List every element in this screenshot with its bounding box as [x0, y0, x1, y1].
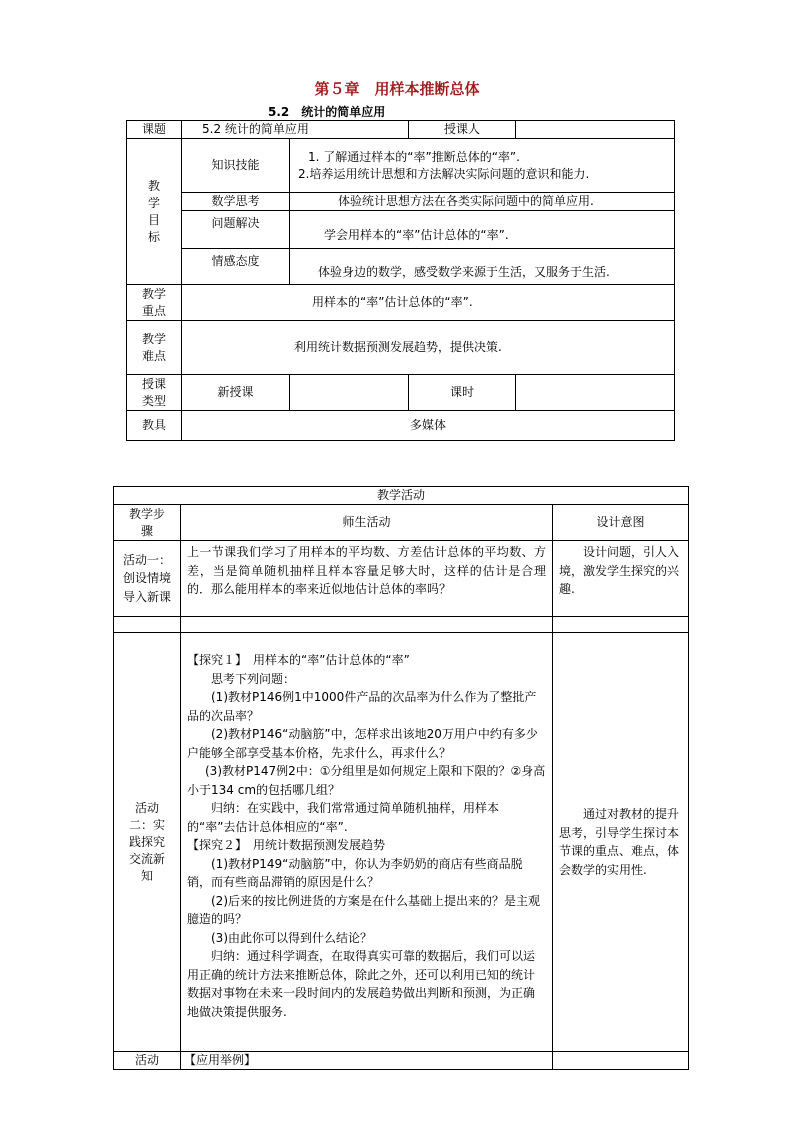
col-header-activity: 师生活动	[181, 505, 553, 541]
explore2-heading: 【探究２】 用统计数据预测发展趋势	[187, 838, 386, 852]
goals-label: 教学目标	[127, 139, 182, 285]
goal-value-attitude: 体验身边的数学，感受数学来源于生活，又服务于生活.	[290, 249, 675, 285]
tools-value: 多媒体	[182, 411, 675, 441]
goal-label-knowledge: 知识技能	[182, 139, 290, 193]
activity-line: (3)由此你可以得到什么结论？	[211, 930, 372, 945]
row2-intent: 通过对教材的提升思考，引导学生探讨本节课的重点、难点，体会数学的实用性.	[553, 633, 689, 1052]
teacher-label: 授课人	[409, 121, 516, 139]
activity-table	[113, 486, 689, 1070]
activity-line: (2)教材P146“动脑筋”中，怎样求出该地20万用户中约有多少户能够全部享受基本价格，先求什么，再求什么？	[187, 727, 538, 760]
type-label: 授课类型	[127, 375, 182, 411]
difficulty-value: 利用统计数据预测发展趋势，提供决策.	[182, 321, 675, 375]
row3-step: 活动	[114, 1052, 181, 1070]
type-value: 新授课	[182, 375, 290, 411]
goal-line: 2.培养运用统计思想和方法解决实际问题的意识和能力.	[298, 166, 590, 181]
goal-label-thinking: 数学思考	[182, 193, 290, 211]
row1-activity: 上一节课我们学习了用样本的平均数、方差估计总体的平均数、方差，当是简单随机抽样且样本容量足够大时，这样的估计是合理的．那么能用样本的率来近似地估计总体的率吗？	[181, 541, 553, 617]
activity-line: (1)教材P149“动脑筋”中，你认为李奶奶的商店有些商品脱销，而有些商品滞销的原因是什么？	[187, 856, 523, 889]
lesson-info-table	[126, 120, 675, 441]
key-value: 用样本的“率”估计总体的“率”.	[182, 285, 675, 321]
row1-intent: 设计问题，引人入境，激发学生探究的兴趣.	[553, 541, 689, 617]
activity-line: 归纳：在实践中，我们常常通过简单随机抽样，用样本的“率”去估计总体相应的“率”.	[187, 801, 500, 834]
activity-line: (1)教材P146例1中1000件产品的次品率为什么作为了整批产品的次品率？	[187, 690, 537, 723]
goal-line: 1. 了解通过样本的“率”推断总体的“率”.	[308, 149, 520, 164]
topic-value: 5.2 统计的简单应用	[182, 121, 409, 139]
hours-label: 课时	[409, 375, 516, 411]
activity-table-title: 教学活动	[114, 487, 689, 505]
col-header-intent: 设计意图	[553, 505, 689, 541]
row3-activity: 【应用举例】	[181, 1052, 553, 1070]
difficulty-label: 教学难点	[127, 321, 182, 375]
goal-label-problem: 问题解决	[182, 211, 290, 249]
activity-line: 思考下列问题：	[211, 671, 296, 686]
topic-label: 课题	[127, 121, 182, 139]
key-label: 教学重点	[127, 285, 182, 321]
section-title: 5.2 统计的简单应用	[268, 105, 386, 119]
tools-label: 教具	[127, 411, 182, 441]
activity-line: (3)教材P147例2中：①分组里是如何规定上限和下限的？②身高小于134 cm的包括哪几组？	[187, 764, 546, 797]
explore1-heading: 【探究１】 用样本的“率”估计总体的“率”	[187, 653, 410, 667]
teacher-value	[516, 121, 675, 139]
goal-value-problem: 学会用样本的“率”估计总体的“率”.	[290, 211, 675, 249]
goal-value-knowledge	[290, 139, 675, 193]
hours-value	[516, 375, 675, 411]
goal-value-thinking: 体验统计思想方法在各类实际问题中的简单应用.	[290, 193, 675, 211]
row2-step: 活动二：实践探究交流新知	[114, 633, 181, 1052]
chapter-title: 第５章 用样本推断总体	[314, 80, 480, 98]
goal-label-attitude: 情感态度	[182, 249, 290, 285]
activity-line: 归纳：通过科学调查，在取得真实可靠的数据后，我们可以运用正确的统计方法来推断总体，除此之外，还可以利用已知的统计数据对事物在未来一段时间内的发展趋势做出判断和预测，为正确地做决策提供服务.	[187, 949, 536, 1019]
activity-line: (2)后来的按比例进货的方案是在什么基础上提出来的？是主观臆造的吗？	[187, 893, 541, 926]
row1-step: 活动一：创设情境导入新课	[114, 541, 181, 617]
col-header-steps: 教学步骤	[114, 505, 181, 541]
row2-activity	[181, 633, 553, 1052]
